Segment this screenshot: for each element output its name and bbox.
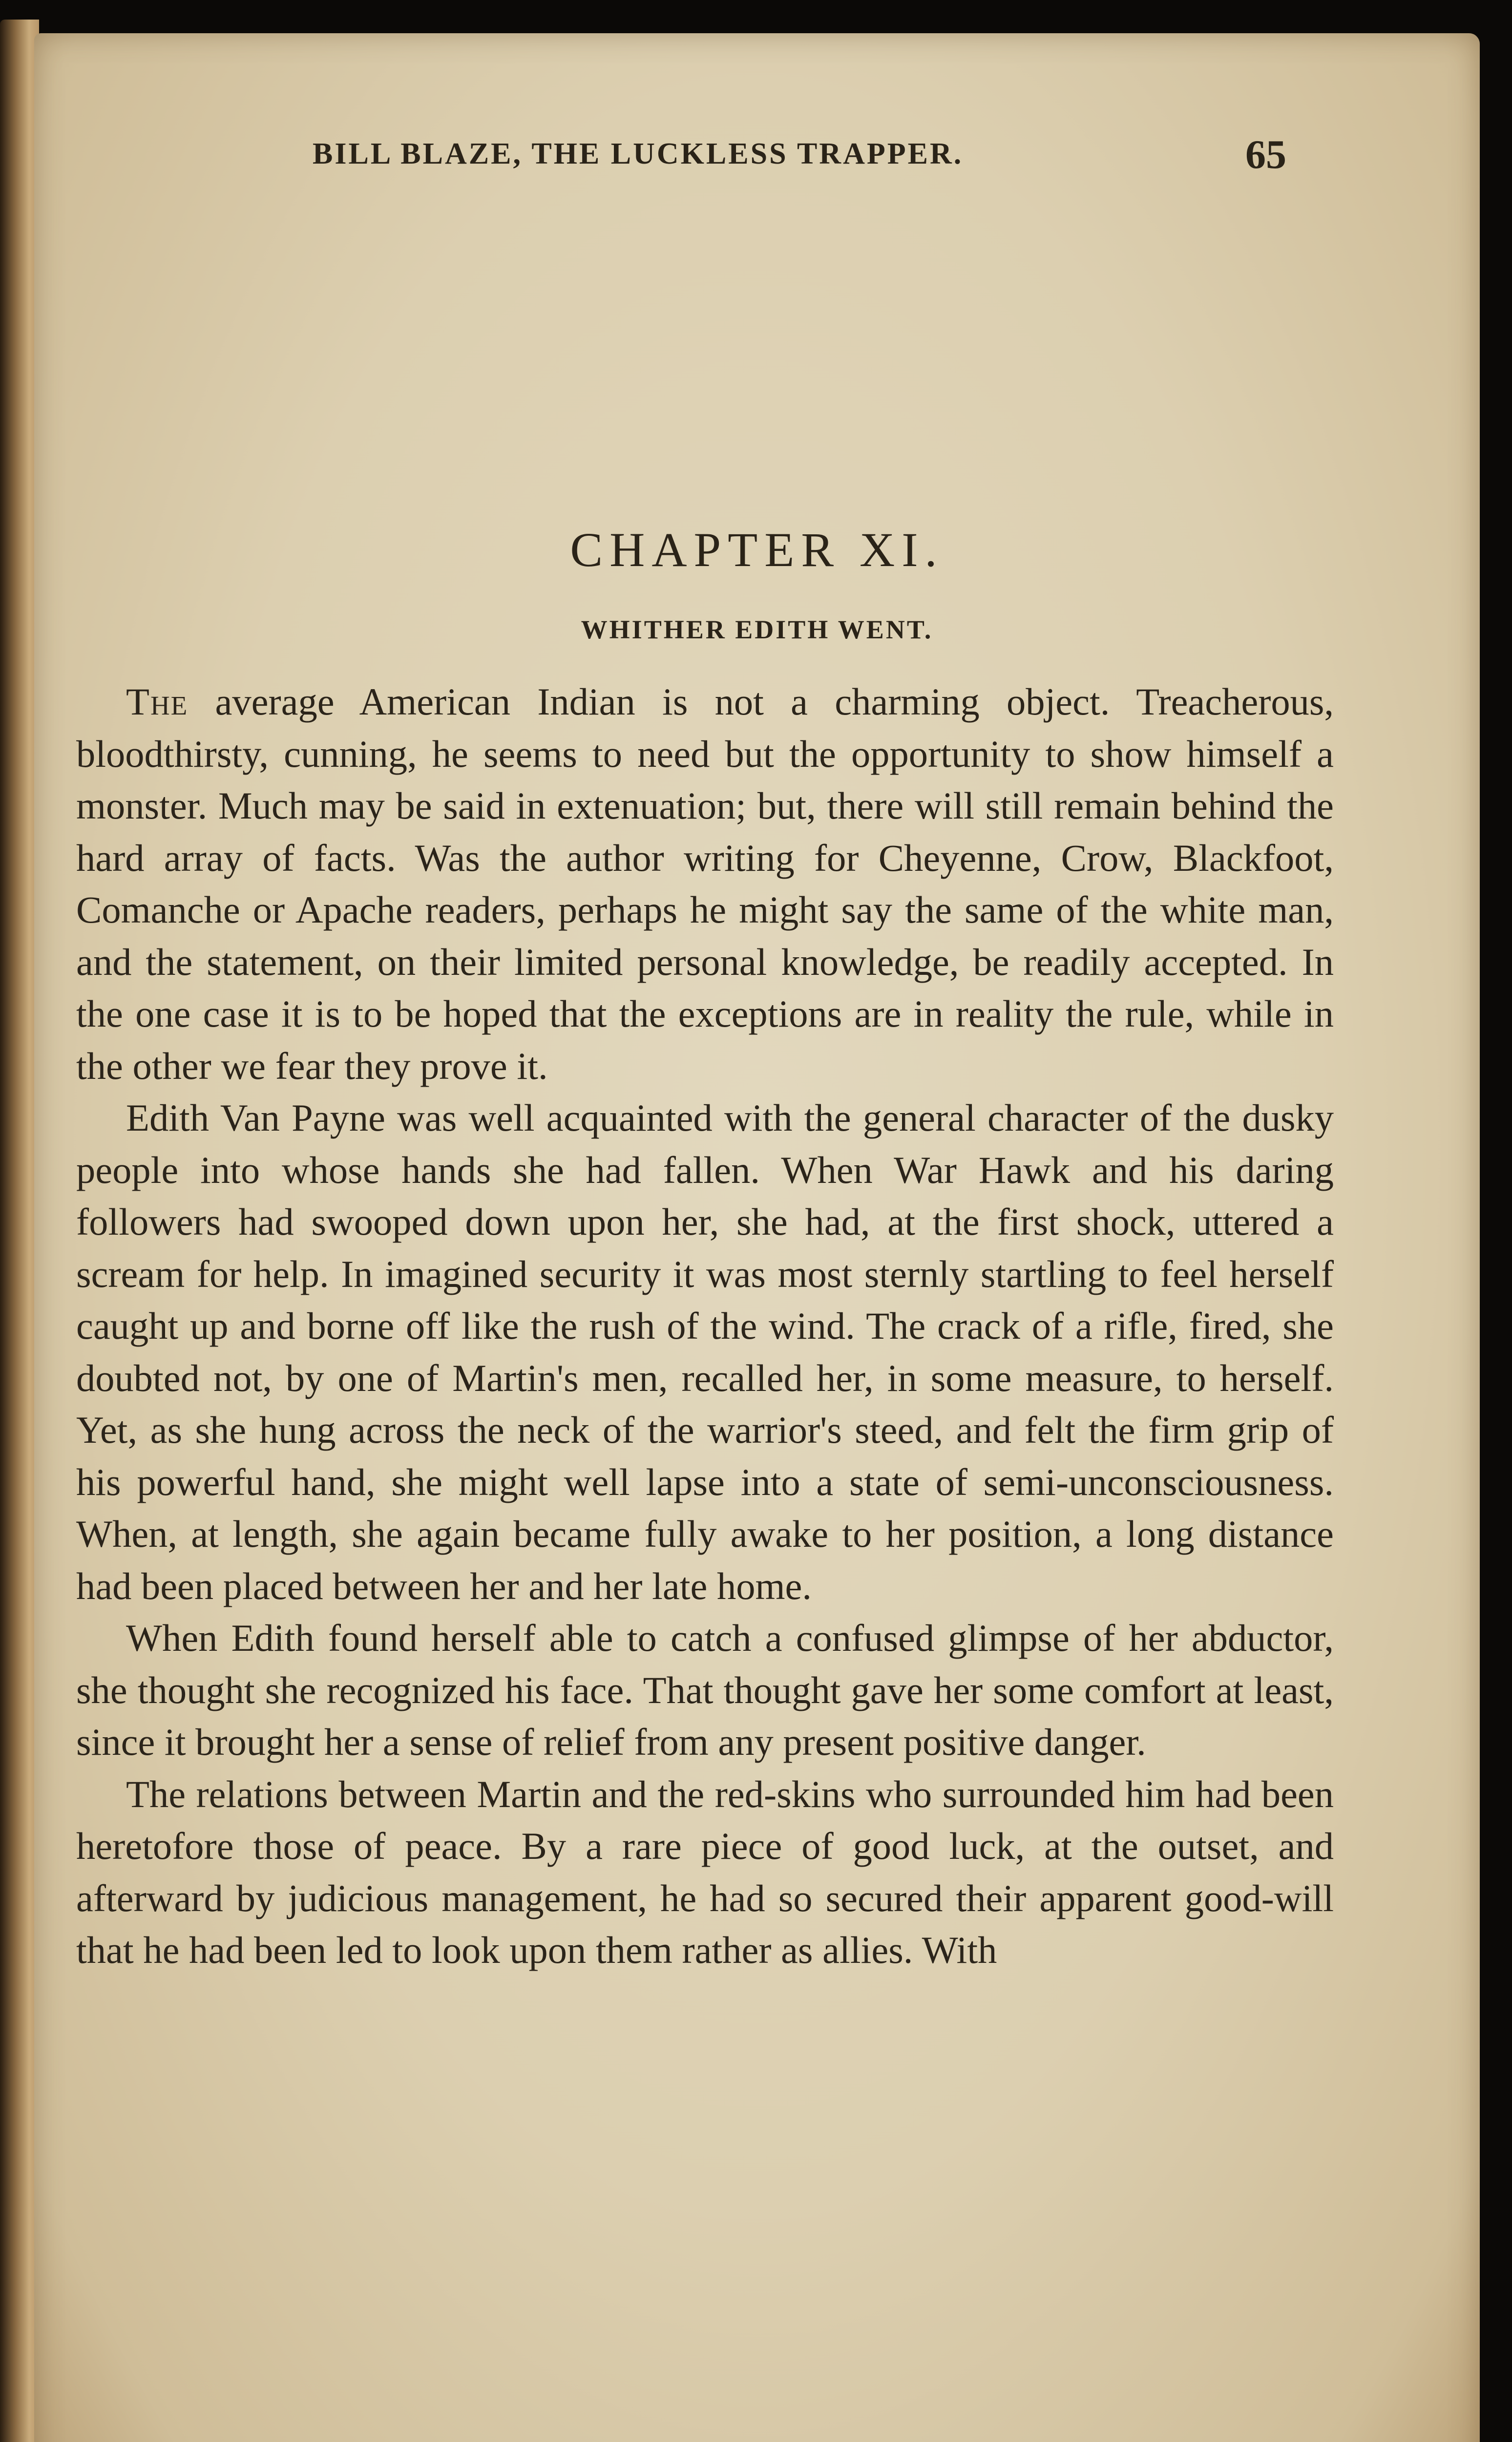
paragraph-3: When Edith found herself able to catch a confused glimpse of her abductor, she thought she recognized his face. That thought gave her some comfort at least, since it brought her a sense of relief from any present positive danger. xyxy=(76,1617,1334,1763)
running-title: BILL BLAZE, THE LUCKLESS TRAPPER. xyxy=(313,137,964,170)
book-page xyxy=(34,33,1480,2442)
paragraph-1 xyxy=(76,676,1334,1092)
page-number: 65 xyxy=(1245,132,1286,177)
paragraph-lead-word: The xyxy=(126,680,189,723)
paragraph-4: The relations between Martin and the red-skins who surrounded him had been heretofore those of peace. By a rare piece of good luck, at the outset, and afterward by judicious management, he had so secured their apparent good-will that he had been led to look upon them rather as allies. With xyxy=(76,1772,1334,1971)
paragraph-2: Edith Van Payne was well acquainted with the general character of the dusky people into whose hands she had fallen. When War Hawk and his daring followers had swooped down upon her, she had, at the first shock, uttered a scream for help. In imagined security it was most sternly startling to feel herself caught up and borne off like the rush of the wind. The crack of a rifle, fired, she doubted not, by one of Martin's men, recalled her, in some measure, to herself. Yet, as she hung across the neck of the warrior's steed, and felt the firm grip of his powerful hand, she might well lapse into a state of semi-unconsciousness. When, at length, she again became fully awake to her position, a long distance had been placed between her and her late home. xyxy=(76,1096,1334,1607)
chapter-body xyxy=(76,676,1334,1977)
running-header xyxy=(34,132,1480,186)
chapter-subtitle: WHITHER EDITH WENT. xyxy=(581,615,933,644)
paragraph-text: average American Indian is not a charming object. Treacherous, bloodthirsty, cunning, he seems to need but the opportunity to show himself a monster. Much may be said in extenuation; but, there will still remain behind the hard array of facts. Was the author writing for Cheyenne, Crow, Blackfoot, Comanche or Apache readers, perhaps he might say the same of the white man, and the statement, on their limited personal knowledge, be readily accepted. In the one case it is to be hoped that the exceptions are in reality the rule, while in the other we fear they prove it. xyxy=(76,680,1334,1087)
book-spine-edge xyxy=(0,20,39,2442)
chapter-title: CHAPTER XI. xyxy=(570,523,944,577)
